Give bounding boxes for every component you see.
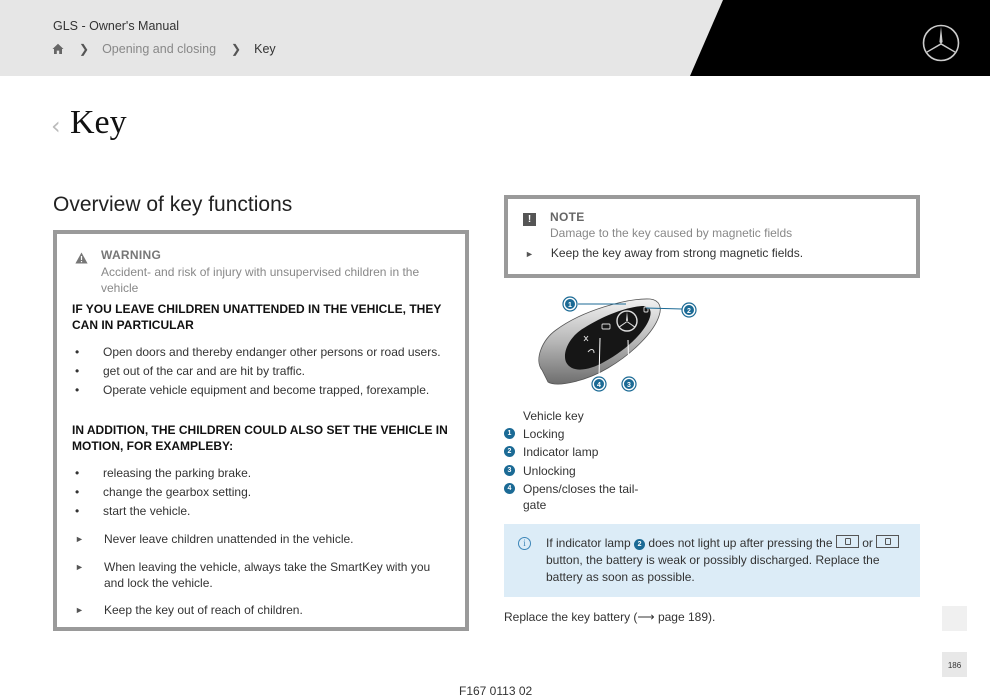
figure-caption-title: Vehicle key (523, 409, 584, 423)
legend-item: 4 Opens/closes the tail-gate (504, 481, 648, 513)
footer-code: F167 0113 02 (459, 684, 533, 698)
callout-3 (622, 377, 636, 391)
warning-triangle-icon (75, 252, 88, 264)
svg-text:1: 1 (568, 302, 572, 309)
legend-item: 2 Indicator lamp (504, 444, 653, 460)
page-number: 186 (942, 652, 967, 677)
breadcrumb-item-key: Key (254, 42, 276, 56)
bullet-arrow-icon: ► (75, 605, 84, 615)
vehicle-key-illustration (528, 290, 708, 395)
back-chevron-icon[interactable]: ‹ (51, 112, 61, 140)
callout-2 (682, 303, 696, 317)
chevron-right-icon: ❯ (79, 42, 90, 56)
svg-text:4: 4 (597, 382, 601, 389)
note-exclamation-icon: ! (523, 213, 536, 226)
mercedes-star-logo (922, 24, 960, 62)
doc-title: GLS - Owner's Manual (53, 19, 180, 33)
warning-subtitle: Accident- and risk of injury with unsupervised children in the vehicle (101, 265, 420, 295)
warning-box: WARNING Accident- and risk of injury with unsupervised children in the vehicle IF YOU LEAVE CHILDREN UNATTENDED IN THE VEHICLE, THEY CAN IN PARTICULAR • Open doors and thereby endanger other persons or road users. • get out of the car and are hit by traffic. • Operate vehicle equipment and become trapped, forexample. IN ADDITION, THE CHILDREN COULD ALSO SET THE VEHICLE IN MOTION, FOR EXAMPLEBY: • releasing the parking brake. • change the gearbox setting. • start the vehicle. ► Never leave children unattended in the vehicle. ► When leaving the vehicle, always take the SmartKey with you and lock the vehicle. ► Keep the key out of reach of children. (53, 230, 469, 631)
note-heading: NOTE (550, 210, 585, 224)
callout-1 (563, 297, 577, 311)
scroll-up-button[interactable] (942, 606, 967, 631)
breadcrumb-item-opening-and-closing[interactable]: Opening and closing (102, 42, 217, 56)
note-action: ► Keep the key away from strong magnetic fields. (525, 246, 804, 260)
key-button-icon (836, 535, 859, 548)
info-text: If indicator lamp 2 does not light up after pressing the or button, the battery is weak or possibly discharged. Replace the battery as soon as possible. (546, 535, 906, 586)
action-item: ► Never leave children unattended in the vehicle. (75, 532, 354, 546)
bullet-arrow-icon: ► (525, 249, 534, 259)
note-box (504, 195, 920, 278)
warning-heading: WARNING (101, 248, 162, 262)
svg-text:2: 2 (687, 308, 691, 315)
header-bar (0, 0, 990, 76)
svg-text:3: 3 (627, 382, 631, 389)
action-item: ► When leaving the vehicle, always take the SmartKey with you and lock the vehicle. (75, 560, 431, 590)
action-item: ► Keep the key out of reach of children. (75, 603, 303, 617)
legend-item: 3 Unlocking (504, 463, 653, 479)
bullet-arrow-icon: ► (75, 534, 84, 544)
page-title: Key (70, 104, 127, 141)
note-subtitle: Damage to the key caused by magnetic fields (550, 226, 793, 240)
indicator-lamp-callout: 2 (634, 539, 645, 550)
info-box (504, 524, 920, 597)
home-icon[interactable] (52, 43, 64, 55)
info-icon: i (518, 537, 531, 550)
breadcrumb (52, 42, 276, 56)
warning-caps-1: IF YOU LEAVE CHILDREN UNATTENDED IN THE VEHICLE, THEY CAN IN PARTICULAR (72, 302, 442, 332)
key-button-icon (876, 535, 899, 548)
bullet-arrow-icon: ► (75, 562, 84, 572)
warning-caps-2: IN ADDITION, THE CHILDREN COULD ALSO SET THE VEHICLE IN MOTION, FOR EXAMPLEBY: (72, 423, 448, 453)
replace-battery-link[interactable]: Replace the key battery (⟶ page 189). (504, 610, 716, 624)
chevron-right-icon: ❯ (231, 42, 242, 56)
section-title: Overview of key functions (53, 193, 293, 216)
callout-4 (592, 377, 606, 391)
legend-item: 1 Locking (504, 426, 653, 442)
